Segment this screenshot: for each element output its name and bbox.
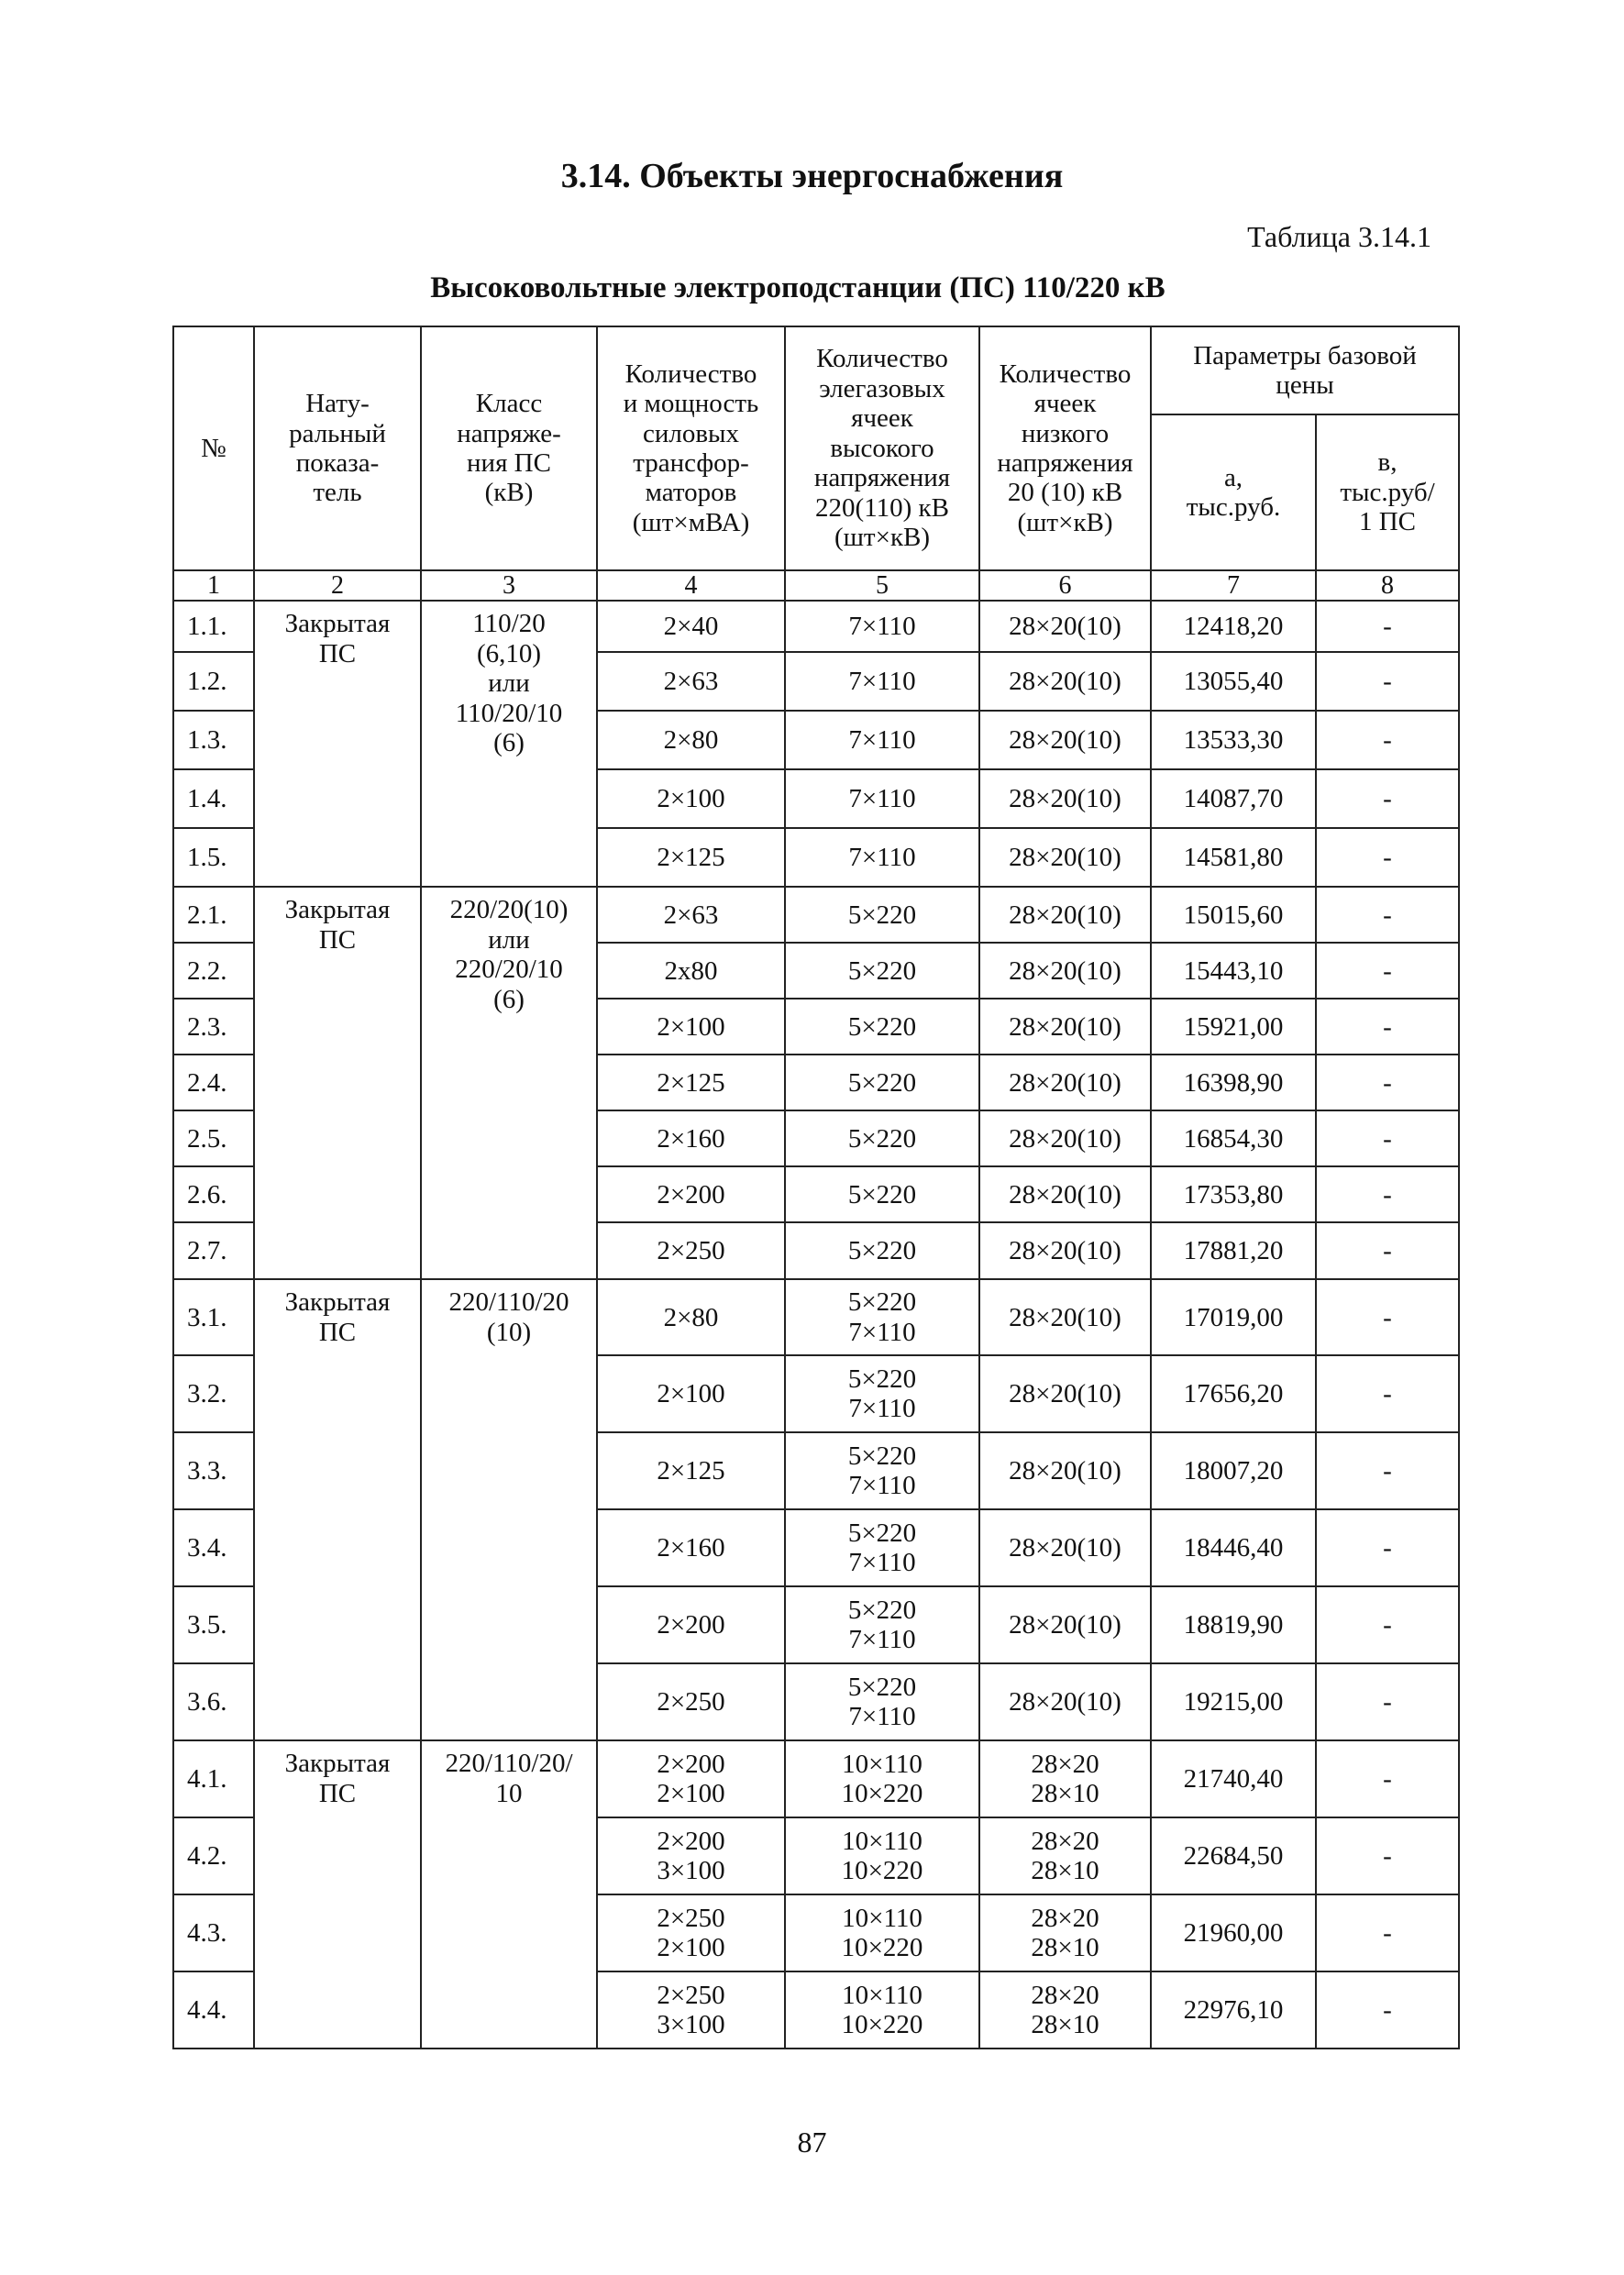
lv-cells-cell: 28×20(10) xyxy=(979,943,1151,999)
transformers-cell: 2×250 3×100 xyxy=(597,1971,785,2049)
param-b-cell: - xyxy=(1316,828,1459,887)
column-number: 8 xyxy=(1316,570,1459,601)
row-number: 1.3. xyxy=(173,711,254,769)
param-a-cell: 16854,30 xyxy=(1151,1110,1316,1166)
param-b-cell: - xyxy=(1316,887,1459,943)
param-b-cell: - xyxy=(1316,769,1459,828)
row-number: 4.3. xyxy=(173,1894,254,1971)
transformers-cell: 2×125 xyxy=(597,1432,785,1509)
header-base-price: Параметры базовой цены xyxy=(1151,326,1459,414)
indicator-cell: Закрытая ПС xyxy=(254,601,421,887)
transformers-cell: 2×100 xyxy=(597,769,785,828)
hv-cells-cell: 7×110 xyxy=(785,828,979,887)
lv-cells-cell: 28×20(10) xyxy=(979,1279,1151,1355)
hv-cells-cell: 10×110 10×220 xyxy=(785,1894,979,1971)
column-number: 6 xyxy=(979,570,1151,601)
param-b-cell: - xyxy=(1316,1971,1459,2049)
column-number: 5 xyxy=(785,570,979,601)
transformers-cell: 2×125 xyxy=(597,1055,785,1110)
hv-cells-cell: 10×110 10×220 xyxy=(785,1817,979,1894)
param-a-cell: 17353,80 xyxy=(1151,1166,1316,1222)
row-number: 3.1. xyxy=(173,1279,254,1355)
param-b-cell: - xyxy=(1316,1740,1459,1817)
lv-cells-cell: 28×20(10) xyxy=(979,887,1151,943)
hv-cells-cell: 10×110 10×220 xyxy=(785,1971,979,2049)
hv-cells-cell: 5×220 7×110 xyxy=(785,1432,979,1509)
voltage-class-cell: 220/110/20/ 10 xyxy=(421,1740,597,2049)
param-a-cell: 21960,00 xyxy=(1151,1894,1316,1971)
transformers-cell: 2×250 2×100 xyxy=(597,1894,785,1971)
param-b-cell: - xyxy=(1316,1663,1459,1740)
hv-cells-cell: 5×220 xyxy=(785,887,979,943)
lv-cells-cell: 28×20(10) xyxy=(979,1355,1151,1432)
table-row xyxy=(173,887,1459,943)
column-number: 7 xyxy=(1151,570,1316,601)
table-row xyxy=(173,601,1459,652)
lv-cells-cell: 28×20(10) xyxy=(979,652,1151,711)
row-number: 4.2. xyxy=(173,1817,254,1894)
transformers-cell: 2×63 xyxy=(597,887,785,943)
substations-table xyxy=(172,326,1460,2049)
row-number: 1.5. xyxy=(173,828,254,887)
hv-cells-cell: 5×220 xyxy=(785,1222,979,1279)
param-b-cell: - xyxy=(1316,943,1459,999)
param-a-cell: 13533,30 xyxy=(1151,711,1316,769)
param-b-cell: - xyxy=(1316,1509,1459,1586)
param-b-cell: - xyxy=(1316,1055,1459,1110)
param-a-cell: 22684,50 xyxy=(1151,1817,1316,1894)
param-a-cell: 15921,00 xyxy=(1151,999,1316,1055)
lv-cells-cell: 28×20 28×10 xyxy=(979,1971,1151,2049)
voltage-class-cell: 220/20(10) или 220/20/10 (6) xyxy=(421,887,597,1279)
transformers-cell: 2×160 xyxy=(597,1110,785,1166)
hv-cells-cell: 10×110 10×220 xyxy=(785,1740,979,1817)
table-body xyxy=(173,570,1459,2049)
hv-cells-cell: 5×220 7×110 xyxy=(785,1663,979,1740)
param-a-cell: 14581,80 xyxy=(1151,828,1316,887)
param-a-cell: 15015,60 xyxy=(1151,887,1316,943)
column-number: 2 xyxy=(254,570,421,601)
lv-cells-cell: 28×20(10) xyxy=(979,1509,1151,1586)
hv-cells-cell: 7×110 xyxy=(785,769,979,828)
hv-cells-cell: 7×110 xyxy=(785,601,979,652)
lv-cells-cell: 28×20 28×10 xyxy=(979,1894,1151,1971)
column-number: 1 xyxy=(173,570,254,601)
indicator-cell: Закрытая ПС xyxy=(254,1740,421,2049)
hv-cells-cell: 5×220 7×110 xyxy=(785,1509,979,1586)
row-number: 2.3. xyxy=(173,999,254,1055)
hv-cells-cell: 5×220 xyxy=(785,1055,979,1110)
header-param-a: а, тыс.руб. xyxy=(1151,414,1316,570)
transformers-cell: 2×80 xyxy=(597,1279,785,1355)
row-number: 3.2. xyxy=(173,1355,254,1432)
param-a-cell: 21740,40 xyxy=(1151,1740,1316,1817)
transformers-cell: 2×63 xyxy=(597,652,785,711)
param-a-cell: 17881,20 xyxy=(1151,1222,1316,1279)
row-number: 3.4. xyxy=(173,1509,254,1586)
table-reference: Таблица 3.14.1 xyxy=(1247,220,1431,253)
row-number: 1.4. xyxy=(173,769,254,828)
lv-cells-cell: 28×20(10) xyxy=(979,1166,1151,1222)
param-b-cell: - xyxy=(1316,1222,1459,1279)
row-number: 2.2. xyxy=(173,943,254,999)
param-a-cell: 18446,40 xyxy=(1151,1509,1316,1586)
param-a-cell: 14087,70 xyxy=(1151,769,1316,828)
param-a-cell: 17019,00 xyxy=(1151,1279,1316,1355)
param-b-cell: - xyxy=(1316,1110,1459,1166)
param-a-cell: 22976,10 xyxy=(1151,1971,1316,2049)
hv-cells-cell: 5×220 xyxy=(785,1166,979,1222)
param-a-cell: 19215,00 xyxy=(1151,1663,1316,1740)
header-indicator: Нату- ральный показа- тель xyxy=(254,326,421,570)
lv-cells-cell: 28×20 28×10 xyxy=(979,1817,1151,1894)
hv-cells-cell: 5×220 xyxy=(785,1110,979,1166)
header-param-b: в, тыс.руб/ 1 ПС xyxy=(1316,414,1459,570)
table-row xyxy=(173,1740,1459,1817)
row-number: 1.2. xyxy=(173,652,254,711)
param-b-cell: - xyxy=(1316,1586,1459,1663)
param-a-cell: 18007,20 xyxy=(1151,1432,1316,1509)
table-caption: Высоковольтные электроподстанции (ПС) 110/220 кВ xyxy=(430,271,1166,304)
transformers-cell: 2×100 xyxy=(597,999,785,1055)
param-b-cell: - xyxy=(1316,711,1459,769)
lv-cells-cell: 28×20(10) xyxy=(979,769,1151,828)
row-number: 2.6. xyxy=(173,1166,254,1222)
row-number: 3.6. xyxy=(173,1663,254,1740)
param-b-cell: - xyxy=(1316,999,1459,1055)
lv-cells-cell: 28×20(10) xyxy=(979,1055,1151,1110)
hv-cells-cell: 5×220 7×110 xyxy=(785,1279,979,1355)
lv-cells-cell: 28×20(10) xyxy=(979,1663,1151,1740)
hv-cells-cell: 5×220 7×110 xyxy=(785,1586,979,1663)
row-number: 2.7. xyxy=(173,1222,254,1279)
row-number: 2.1. xyxy=(173,887,254,943)
param-b-cell: - xyxy=(1316,1355,1459,1432)
header-lv-cells: Количество ячеек низкого напряжения 20 (10) кВ (шт×кВ) xyxy=(979,326,1151,570)
transformers-cell: 2×160 xyxy=(597,1509,785,1586)
lv-cells-cell: 28×20(10) xyxy=(979,711,1151,769)
lv-cells-cell: 28×20(10) xyxy=(979,601,1151,652)
row-number: 3.5. xyxy=(173,1586,254,1663)
param-b-cell: - xyxy=(1316,601,1459,652)
param-b-cell: - xyxy=(1316,1432,1459,1509)
hv-cells-cell: 7×110 xyxy=(785,652,979,711)
lv-cells-cell: 28×20(10) xyxy=(979,1586,1151,1663)
param-a-cell: 15443,10 xyxy=(1151,943,1316,999)
transformers-cell: 2×80 xyxy=(597,711,785,769)
transformers-cell: 2×250 xyxy=(597,1663,785,1740)
header-hv-cells: Количество элегазовых ячеек высокого напряжения 220(110) кВ (шт×кВ) xyxy=(785,326,979,570)
hv-cells-cell: 5×220 7×110 xyxy=(785,1355,979,1432)
table-row xyxy=(173,1279,1459,1355)
indicator-cell: Закрытая ПС xyxy=(254,887,421,1279)
transformers-cell: 2х80 xyxy=(597,943,785,999)
row-number: 2.4. xyxy=(173,1055,254,1110)
lv-cells-cell: 28×20(10) xyxy=(979,999,1151,1055)
param-b-cell: - xyxy=(1316,1817,1459,1894)
voltage-class-cell: 110/20 (6,10) или 110/20/10 (6) xyxy=(421,601,597,887)
transformers-cell: 2×200 xyxy=(597,1586,785,1663)
param-b-cell: - xyxy=(1316,1894,1459,1971)
param-a-cell: 12418,20 xyxy=(1151,601,1316,652)
row-number: 1.1. xyxy=(173,601,254,652)
param-a-cell: 17656,20 xyxy=(1151,1355,1316,1432)
lv-cells-cell: 28×20(10) xyxy=(979,1222,1151,1279)
transformers-cell: 2×200 2×100 xyxy=(597,1740,785,1817)
section-heading: 3.14. Объекты энергоснабжения xyxy=(560,157,1064,195)
header-no: № xyxy=(173,326,254,570)
param-b-cell: - xyxy=(1316,1166,1459,1222)
indicator-cell: Закрытая ПС xyxy=(254,1279,421,1740)
lv-cells-cell: 28×20(10) xyxy=(979,1110,1151,1166)
transformers-cell: 2×125 xyxy=(597,828,785,887)
lv-cells-cell: 28×20(10) xyxy=(979,828,1151,887)
param-b-cell: - xyxy=(1316,652,1459,711)
transformers-cell: 2×200 3×100 xyxy=(597,1817,785,1894)
hv-cells-cell: 5×220 xyxy=(785,999,979,1055)
transformers-cell: 2×100 xyxy=(597,1355,785,1432)
column-numbers-row xyxy=(173,570,1459,601)
header-transformers: Количество и мощность силовых трансфор- маторов (шт×мВА) xyxy=(597,326,785,570)
column-number: 3 xyxy=(421,570,597,601)
hv-cells-cell: 5×220 xyxy=(785,943,979,999)
param-a-cell: 16398,90 xyxy=(1151,1055,1316,1110)
param-b-cell: - xyxy=(1316,1279,1459,1355)
transformers-cell: 2×250 xyxy=(597,1222,785,1279)
param-a-cell: 13055,40 xyxy=(1151,652,1316,711)
row-number: 4.1. xyxy=(173,1740,254,1817)
lv-cells-cell: 28×20 28×10 xyxy=(979,1740,1151,1817)
hv-cells-cell: 7×110 xyxy=(785,711,979,769)
row-number: 4.4. xyxy=(173,1971,254,2049)
voltage-class-cell: 220/110/20 (10) xyxy=(421,1279,597,1740)
page-number: 87 xyxy=(797,2126,827,2159)
header-voltage-class: Класс напряже- ния ПС (кВ) xyxy=(421,326,597,570)
lv-cells-cell: 28×20(10) xyxy=(979,1432,1151,1509)
column-number: 4 xyxy=(597,570,785,601)
row-number: 3.3. xyxy=(173,1432,254,1509)
row-number: 2.5. xyxy=(173,1110,254,1166)
param-a-cell: 18819,90 xyxy=(1151,1586,1316,1663)
transformers-cell: 2×200 xyxy=(597,1166,785,1222)
transformers-cell: 2×40 xyxy=(597,601,785,652)
